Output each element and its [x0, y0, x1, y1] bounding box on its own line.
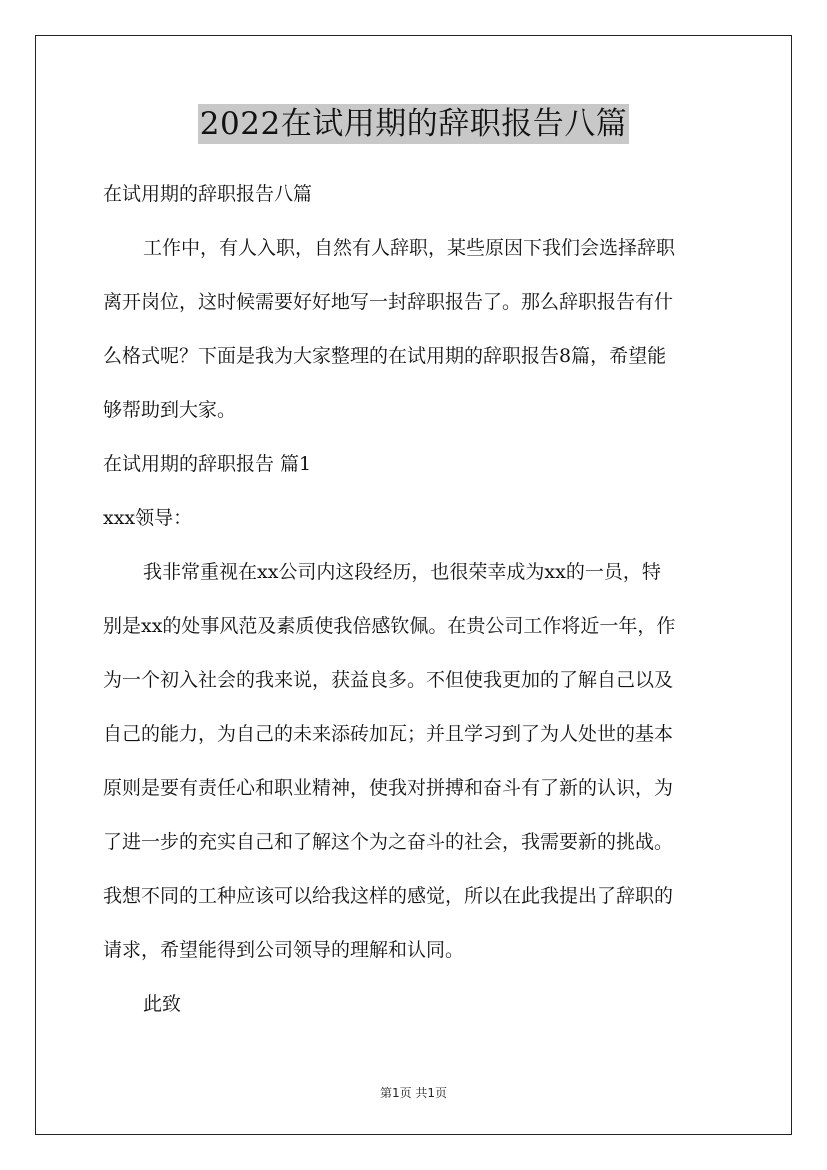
intro-line-2: 离开岗位，这时候需要好好地写一封辞职报告了。那么辞职报告有什: [103, 291, 674, 313]
section-heading-1: 在试用期的辞职报告 篇1: [103, 453, 312, 475]
document-title: 2022在试用期的辞职报告八篇: [199, 106, 628, 142]
intro-line-3: 么格式呢？下面是我为大家整理的在试用期的辞职报告8篇，希望能: [103, 345, 667, 367]
salutation: xxx领导：: [103, 507, 193, 529]
document-body: [103, 172, 727, 1036]
body-line-2: 别是xx的处事风范及素质使我倍感钦佩。在贵公司工作将近一年，作: [103, 615, 676, 637]
intro-line-1: 工作中，有人入职，自然有人辞职，某些原因下我们会选择辞职: [143, 237, 676, 259]
body-line-4: 自己的能力，为自己的未来添砖加瓦；并且学习到了为人处世的基本: [103, 723, 674, 745]
body-line-8: 请求，希望能得到公司领导的理解和认同。: [103, 939, 465, 961]
body-line-5: 原则是要有责任心和职业精神，使我对拼搏和奋斗有了新的认识，为: [103, 777, 674, 799]
body-line-3: 为一个初入社会的我来说，获益良多。不但使我更加的了解自己以及: [103, 669, 674, 691]
intro-line-4: 够帮助到大家。: [103, 399, 237, 421]
subtitle-line: 在试用期的辞职报告八篇: [103, 183, 313, 205]
page-footer: 第1页 共1页: [379, 1086, 448, 1100]
body-line-7: 我想不同的工种应该可以给我这样的感觉，所以在此我提出了辞职的: [103, 885, 674, 907]
document-title-container: [0, 104, 827, 144]
closing-line: 此致: [143, 993, 182, 1015]
body-line-6: 了进一步的充实自己和了解这个为之奋斗的社会，我需要新的挑战。: [103, 831, 674, 853]
body-line-1: 我非常重视在xx公司内这段经历，也很荣幸成为xx的一员，特: [143, 561, 661, 583]
